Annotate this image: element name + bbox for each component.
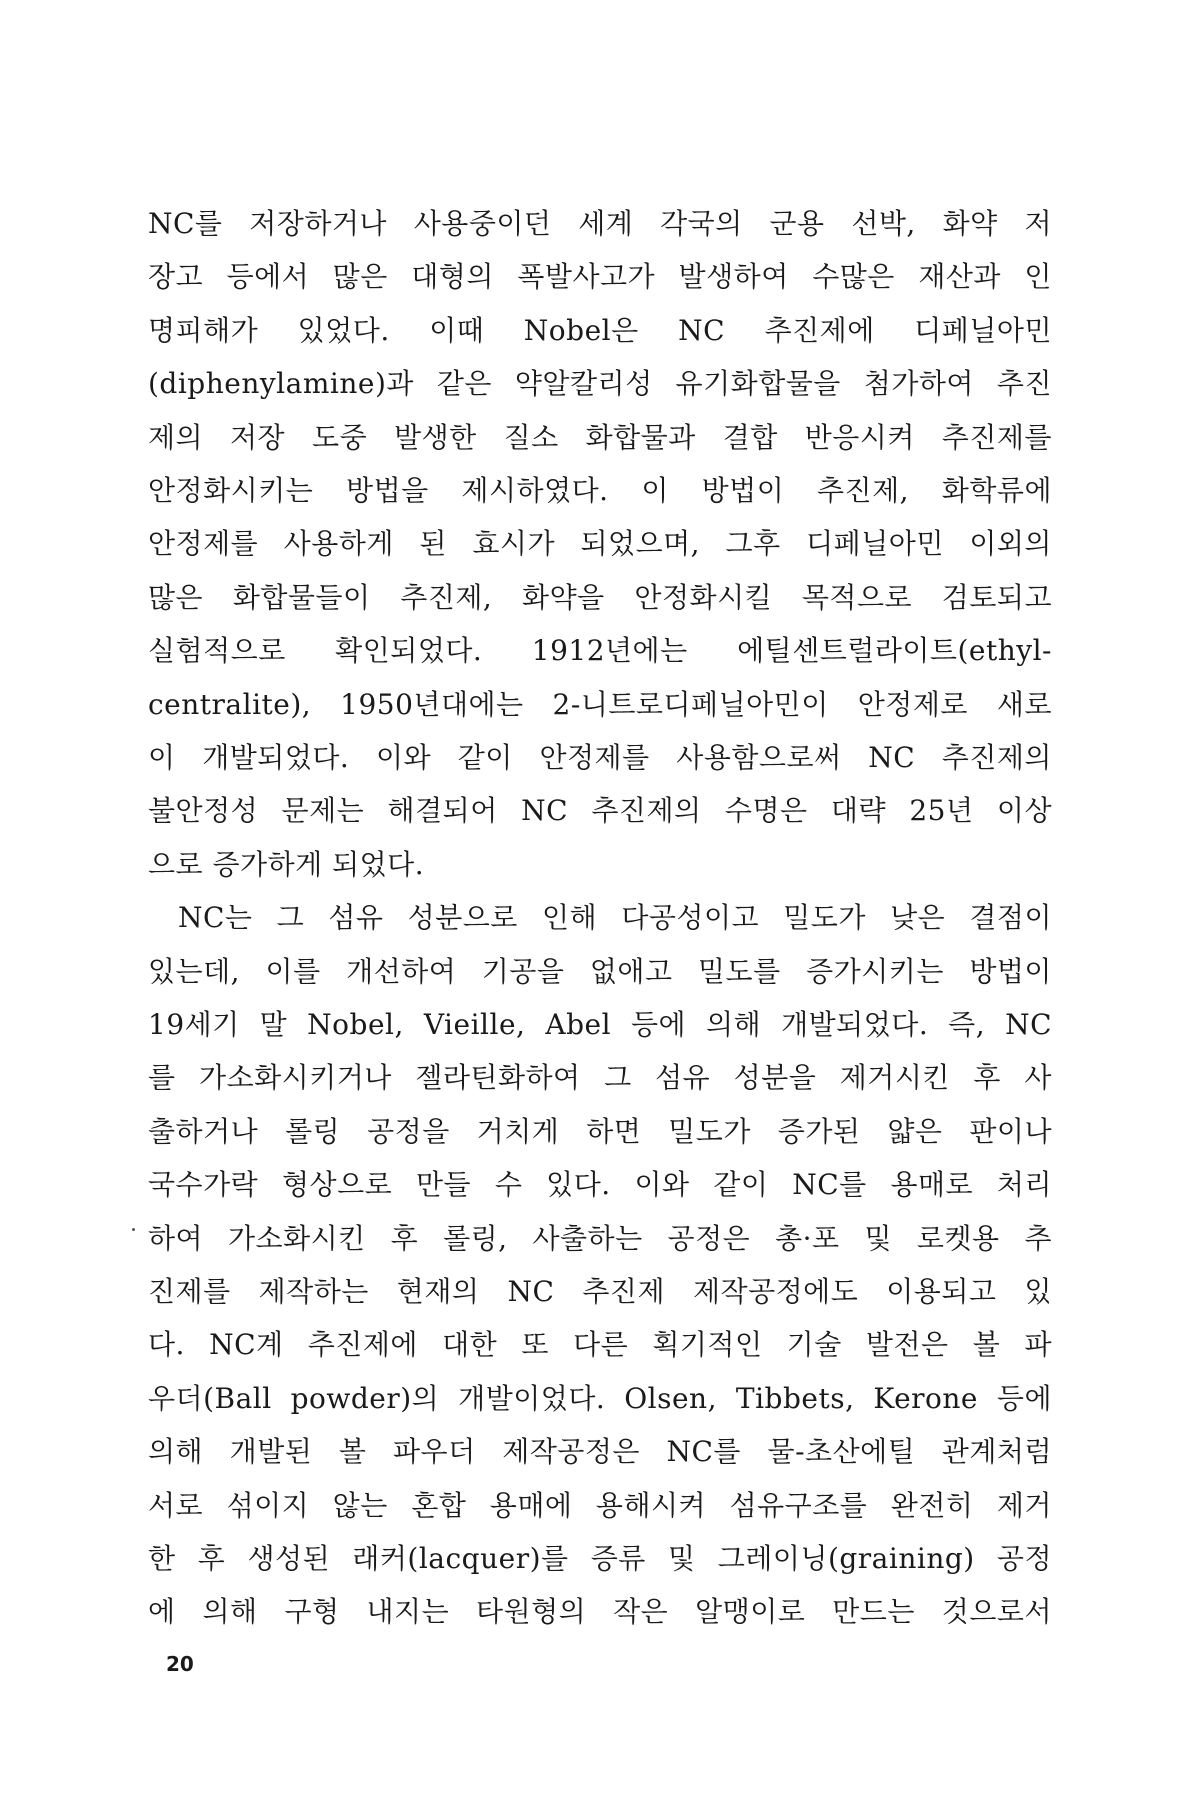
text-line: 이 개발되었다. 이와 같이 안정제를 사용함으로써 NC 추진제의: [148, 741, 1052, 774]
text-line: 의해 개발된 볼 파우더 제작공정은 NC를 물-초산에틸 관계처럼: [148, 1435, 1052, 1469]
text-line: 안정제를 사용하게 된 효시가 되었으며, 그후 디페닐아민 이외의: [148, 527, 1052, 561]
text-line: 국수가락 형상으로 만들 수 있다. 이와 같이 NC를 용매로 처리: [148, 1168, 1052, 1202]
text-line: 우더(Ball powder)의 개발이었다. Olsen, Tibbets, Kerone 등에: [148, 1381, 1052, 1415]
text-line: 를 가소화시키거나 젤라틴화하여 그 섬유 성분을 제거시킨 후 사: [148, 1061, 1052, 1095]
text-line: 장고 등에서 많은 대형의 폭발사고가 발생하여 수많은 재산과 인: [148, 260, 1052, 294]
text-line: centralite), 1950년대에는 2-니트로디페닐아민이 안정제로 새로: [148, 687, 1052, 721]
text-line: 명피해가 있었다. 이때 Nobel은 NC 추진제에 디페닐아민: [148, 313, 1052, 347]
text-line: NC는 그 섬유 성분으로 인해 다공성이고 밀도가 낮은 결점이: [178, 901, 1052, 935]
text-line: 제의 저장 도중 발생한 질소 화합물과 결합 반응시켜 추진제를: [148, 420, 1052, 454]
text-line: NC를 저장하거나 사용중이던 세계 각국의 군용 선박, 화약 저: [148, 207, 1052, 240]
margin-speck: [132, 1228, 135, 1231]
text-line: 하여 가소화시킨 후 롤링, 사출하는 공정은 총·포 및 로켓용 추: [148, 1221, 1052, 1255]
text-line: 많은 화합물들이 추진제, 화약을 안정화시킬 목적으로 검토되고: [148, 580, 1052, 614]
text-line: 실험적으로 확인되었다. 1912년에는 에틸센트럴라이트(ethyl-: [148, 634, 1052, 668]
text-line: 한 후 생성된 래커(lacquer)를 증류 및 그레이닝(graining) 공정: [148, 1542, 1052, 1575]
text-line: 안정화시키는 방법을 제시하였다. 이 방법이 추진제, 화학류에: [148, 474, 1052, 507]
text-line: 으로 증가하게 되었다.: [148, 847, 425, 881]
text-line: 다. NC계 추진제에 대한 또 다른 획기적인 기술 발전은 볼 파: [148, 1328, 1052, 1362]
text-line: 19세기 말 Nobel, Vieille, Abel 등에 의해 개발되었다. 즉, NC: [148, 1008, 1052, 1041]
text-line: 불안정성 문제는 해결되어 NC 추진제의 수명은 대략 25년 이상: [148, 794, 1052, 828]
text-line: 에 의해 구형 내지는 타원형의 작은 알맹이로 만드는 것으로서: [148, 1595, 1052, 1629]
text-line: 출하거나 롤링 공정을 거치게 하면 밀도가 증가된 얇은 판이나: [148, 1114, 1052, 1148]
text-line: (diphenylamine)과 같은 약알칼리성 유기화합물을 첨가하여 추진: [148, 367, 1052, 401]
text-line: 진제를 제작하는 현재의 NC 추진제 제작공정에도 이용되고 있: [148, 1275, 1052, 1308]
text-line: 서로 섞이지 않는 혼합 용매에 용해시켜 섬유구조를 완전히 제거: [148, 1488, 1052, 1522]
text-line: 있는데, 이를 개선하여 기공을 없애고 밀도를 증가시키는 방법이: [148, 954, 1052, 988]
page-number: 20: [166, 1652, 194, 1676]
